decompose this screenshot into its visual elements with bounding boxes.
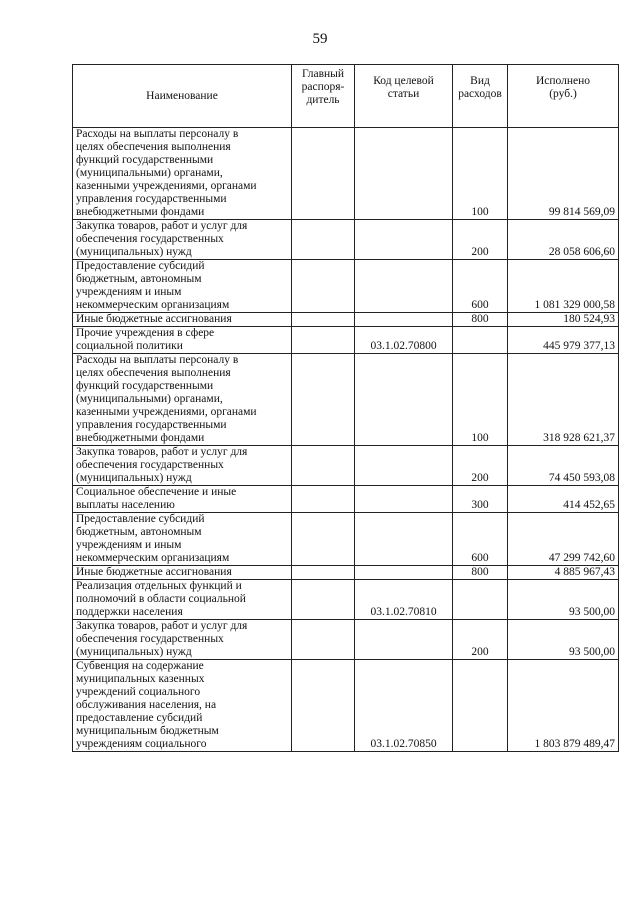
cell-name: Социальное обеспечение и иные выплаты населению bbox=[73, 486, 292, 513]
header-name: Наименование bbox=[73, 65, 292, 128]
cell-chief bbox=[292, 446, 355, 486]
cell-kind: 600 bbox=[453, 513, 508, 566]
header-amount: Исполнено (руб.) bbox=[508, 65, 619, 128]
cell-chief bbox=[292, 220, 355, 260]
table-row bbox=[73, 260, 619, 313]
table-row bbox=[73, 313, 619, 327]
cell-kind bbox=[453, 580, 508, 620]
cell-name: Иные бюджетные ассигнования bbox=[73, 313, 292, 327]
cell-kind: 200 bbox=[453, 220, 508, 260]
cell-amount: 28 058 606,60 bbox=[508, 220, 619, 260]
cell-code bbox=[355, 313, 453, 327]
table-row bbox=[73, 446, 619, 486]
cell-amount: 414 452,65 bbox=[508, 486, 619, 513]
cell-name: Расходы на выплаты персоналу в целях обеспечения выполнения функций государственными (муниципальными) органами, казенными учреждениями, органами управления государственными внебюджетными фондами bbox=[73, 128, 292, 220]
table-row bbox=[73, 660, 619, 752]
cell-name: Закупка товаров, работ и услуг для обеспечения государственных (муниципальных) нужд bbox=[73, 220, 292, 260]
cell-chief bbox=[292, 486, 355, 513]
cell-kind bbox=[453, 660, 508, 752]
cell-chief bbox=[292, 354, 355, 446]
table-row bbox=[73, 354, 619, 446]
table-row bbox=[73, 566, 619, 580]
cell-kind: 800 bbox=[453, 566, 508, 580]
table-row bbox=[73, 327, 619, 354]
cell-chief bbox=[292, 620, 355, 660]
cell-amount: 47 299 742,60 bbox=[508, 513, 619, 566]
page-number: 59 bbox=[312, 31, 328, 47]
cell-code bbox=[355, 446, 453, 486]
cell-kind bbox=[453, 327, 508, 354]
cell-kind: 200 bbox=[453, 620, 508, 660]
cell-name: Закупка товаров, работ и услуг для обеспечения государственных (муниципальных) нужд bbox=[73, 620, 292, 660]
table-row bbox=[73, 580, 619, 620]
cell-name: Прочие учреждения в сфере социальной политики bbox=[73, 327, 292, 354]
table-row bbox=[73, 620, 619, 660]
cell-kind: 300 bbox=[453, 486, 508, 513]
cell-code bbox=[355, 513, 453, 566]
cell-name: Закупка товаров, работ и услуг для обеспечения государственных (муниципальных) нужд bbox=[73, 446, 292, 486]
header-kind: Вид расходов bbox=[453, 65, 508, 128]
cell-code bbox=[355, 128, 453, 220]
cell-amount: 74 450 593,08 bbox=[508, 446, 619, 486]
cell-amount: 1 803 879 489,47 bbox=[508, 660, 619, 752]
header-code: Код целевой статьи bbox=[355, 65, 453, 128]
cell-kind: 600 bbox=[453, 260, 508, 313]
cell-kind: 100 bbox=[453, 354, 508, 446]
cell-amount: 4 885 967,43 bbox=[508, 566, 619, 580]
cell-chief bbox=[292, 128, 355, 220]
cell-kind: 200 bbox=[453, 446, 508, 486]
cell-kind: 800 bbox=[453, 313, 508, 327]
cell-chief bbox=[292, 580, 355, 620]
header-chief: Главный распоря- дитель bbox=[292, 65, 355, 128]
cell-amount: 1 081 329 000,58 bbox=[508, 260, 619, 313]
cell-chief bbox=[292, 260, 355, 313]
cell-chief bbox=[292, 513, 355, 566]
cell-name: Иные бюджетные ассигнования bbox=[73, 566, 292, 580]
cell-chief bbox=[292, 313, 355, 327]
cell-code bbox=[355, 220, 453, 260]
cell-name: Реализация отдельных функций и полномочий в области социальной поддержки населения bbox=[73, 580, 292, 620]
cell-chief bbox=[292, 327, 355, 354]
cell-code bbox=[355, 486, 453, 513]
cell-name: Субвенция на содержание муниципальных казенных учреждений социального обслуживания населения, на предоставление субсидий муниципальным бюджетным учреждениям социального bbox=[73, 660, 292, 752]
cell-amount: 93 500,00 bbox=[508, 620, 619, 660]
cell-amount: 93 500,00 bbox=[508, 580, 619, 620]
table-row bbox=[73, 513, 619, 566]
cell-code bbox=[355, 260, 453, 313]
table-row bbox=[73, 128, 619, 220]
cell-kind: 100 bbox=[453, 128, 508, 220]
cell-amount: 99 814 569,09 bbox=[508, 128, 619, 220]
cell-name: Расходы на выплаты персоналу в целях обеспечения выполнения функций государственными (муниципальными) органами, казенными учреждениями, органами управления государственными внебюджетными фондами bbox=[73, 354, 292, 446]
cell-amount: 445 979 377,13 bbox=[508, 327, 619, 354]
cell-name: Предоставление субсидий бюджетным, автономным учреждениям и иным некоммерческим организациям bbox=[73, 513, 292, 566]
cell-code bbox=[355, 354, 453, 446]
budget-table bbox=[72, 64, 619, 752]
cell-code: 03.1.02.70810 bbox=[355, 580, 453, 620]
table-row bbox=[73, 220, 619, 260]
cell-code bbox=[355, 566, 453, 580]
table-row bbox=[73, 486, 619, 513]
cell-code: 03.1.02.70850 bbox=[355, 660, 453, 752]
cell-code: 03.1.02.70800 bbox=[355, 327, 453, 354]
cell-name: Предоставление субсидий бюджетным, автономным учреждениям и иным некоммерческим организациям bbox=[73, 260, 292, 313]
cell-chief bbox=[292, 566, 355, 580]
cell-chief bbox=[292, 660, 355, 752]
cell-amount: 180 524,93 bbox=[508, 313, 619, 327]
cell-amount: 318 928 621,37 bbox=[508, 354, 619, 446]
table-header-row bbox=[73, 65, 619, 128]
cell-code bbox=[355, 620, 453, 660]
